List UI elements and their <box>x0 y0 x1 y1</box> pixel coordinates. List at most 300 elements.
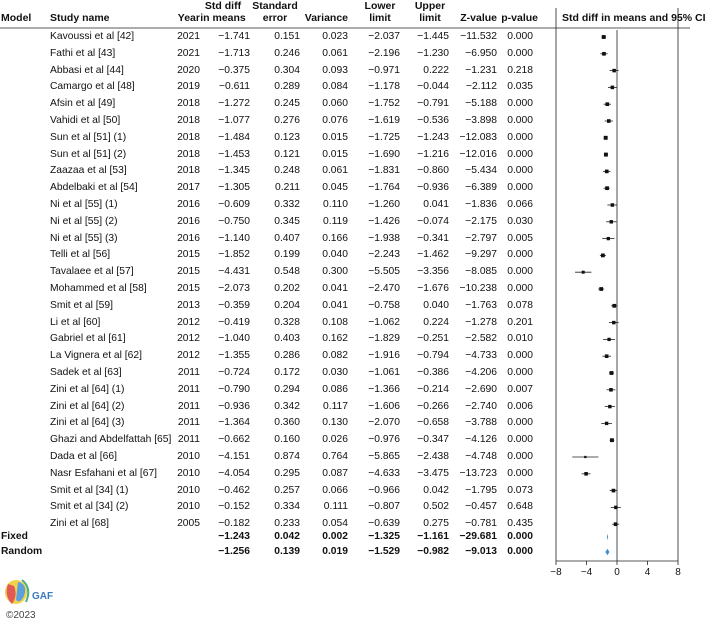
summary-standard-error: 0.042 <box>274 531 300 542</box>
study-name: Tavalaee et al [57] <box>50 266 134 278</box>
z-value: −11.532 <box>460 31 497 42</box>
point-estimate <box>612 304 616 308</box>
study-year: 2011 <box>177 434 200 446</box>
std-diff-value: −0.375 <box>218 64 250 76</box>
z-value: −0.457 <box>465 501 497 513</box>
upper-limit-value: −0.936 <box>417 182 449 194</box>
upper-limit-value: −0.791 <box>417 98 449 110</box>
header-p-value: p-value <box>501 12 538 24</box>
lower-limit-value: −1.062 <box>368 316 400 328</box>
variance-value: 0.030 <box>322 367 348 378</box>
p-value: 0.000 <box>507 417 533 429</box>
z-value: −2.690 <box>465 383 497 395</box>
variance-value: 0.162 <box>322 333 348 345</box>
lower-limit-value: −1.916 <box>368 350 400 362</box>
upper-limit-value: −1.462 <box>417 249 449 261</box>
standard-error-value: 0.874 <box>274 451 300 462</box>
variance-value: 0.040 <box>322 249 348 261</box>
variance-value: 0.060 <box>322 98 348 110</box>
z-value: −3.898 <box>465 115 497 126</box>
upper-limit-value: −0.214 <box>417 383 449 395</box>
std-diff-value: −0.724 <box>218 367 250 378</box>
z-value: −4.748 <box>465 451 497 462</box>
upper-limit-value: −0.860 <box>417 165 449 177</box>
study-name: Telli et al [56] <box>50 249 111 261</box>
std-diff-value: −4.431 <box>218 266 250 278</box>
standard-error-value: 0.121 <box>274 148 300 160</box>
upper-limit-value: −1.216 <box>417 148 449 160</box>
study-name: Li et al [60] <box>50 316 101 328</box>
std-diff-value: −4.151 <box>218 451 250 462</box>
study-name: Camargo et al [48] <box>50 81 135 93</box>
variance-value: 0.054 <box>322 518 348 530</box>
p-value: 0.010 <box>507 333 533 345</box>
p-value: 0.005 <box>507 232 533 244</box>
point-estimate <box>605 170 609 174</box>
standard-error-value: 0.332 <box>274 199 300 210</box>
point-estimate <box>612 321 615 324</box>
lower-limit-value: −4.633 <box>368 467 400 479</box>
header-standard-error: Standard error <box>252 0 298 24</box>
standard-error-value: 0.123 <box>274 131 300 143</box>
study-name: Gabriel et al [61] <box>50 333 126 345</box>
z-value: −6.389 <box>465 182 497 194</box>
upper-limit-value: −3.356 <box>417 266 449 278</box>
z-value: −12.016 <box>459 148 497 160</box>
lower-limit-value: −1.690 <box>368 148 400 160</box>
lower-limit-value: −1.764 <box>368 182 400 194</box>
z-value: −3.788 <box>465 417 497 429</box>
std-diff-value: −0.359 <box>218 299 250 311</box>
std-diff-value: −0.419 <box>218 316 250 328</box>
summary-p-value: 0.000 <box>507 546 533 557</box>
summary-z-value: −29.681 <box>459 531 497 542</box>
upper-limit-value: −0.658 <box>417 417 449 429</box>
std-diff-value: −1.852 <box>218 249 250 261</box>
variance-value: 0.045 <box>322 182 348 194</box>
study-name: Abdelbaki et al [54] <box>50 182 138 194</box>
upper-limit-value: 0.042 <box>423 484 449 496</box>
p-value: 0.000 <box>507 451 533 462</box>
z-value: −10.238 <box>459 283 497 294</box>
study-year: 2020 <box>177 64 200 76</box>
standard-error-value: 0.257 <box>274 484 300 496</box>
variance-value: 0.082 <box>322 350 348 362</box>
z-value: −8.085 <box>465 266 497 278</box>
p-value: 0.000 <box>507 467 533 479</box>
standard-error-value: 0.286 <box>274 350 300 362</box>
variance-value: 0.015 <box>322 131 348 143</box>
point-estimate <box>604 153 608 157</box>
study-year: 2015 <box>177 266 200 278</box>
p-value: 0.066 <box>507 199 533 210</box>
z-value: −4.126 <box>465 434 497 446</box>
point-estimate <box>605 186 609 190</box>
variance-value: 0.111 <box>323 501 348 513</box>
p-value: 0.000 <box>507 148 533 160</box>
standard-error-value: 0.199 <box>274 249 300 261</box>
standard-error-value: 0.245 <box>274 98 300 110</box>
point-estimate <box>612 489 616 493</box>
upper-limit-value: 0.224 <box>423 316 449 328</box>
x-tick-label: −8 <box>550 567 562 578</box>
study-name: Zaazaa et al [53] <box>50 165 127 177</box>
lower-limit-value: −1.426 <box>368 215 400 227</box>
std-diff-value: −0.152 <box>218 501 250 513</box>
standard-error-value: 0.403 <box>274 333 300 345</box>
standard-error-value: 0.360 <box>274 417 300 429</box>
variance-value: 0.119 <box>322 215 348 227</box>
lower-limit-value: −1.178 <box>368 81 400 93</box>
header-variance: Variance <box>304 12 348 24</box>
header-lower-limit: Lower limit <box>364 0 396 24</box>
study-year: 2012 <box>177 333 200 345</box>
summary-variance: 0.002 <box>322 531 348 542</box>
standard-error-value: 0.407 <box>274 232 300 244</box>
p-value: 0.000 <box>507 47 533 59</box>
lower-limit-value: −5.865 <box>368 451 400 462</box>
study-name: Vahidi et al [50] <box>50 115 121 126</box>
variance-value: 0.061 <box>322 47 348 59</box>
summary-z-value: −9.013 <box>465 546 497 557</box>
lower-limit-value: −0.976 <box>368 434 400 446</box>
variance-value: 0.084 <box>322 81 348 93</box>
study-year: 2018 <box>177 165 200 177</box>
p-value: 0.648 <box>507 501 533 513</box>
upper-limit-value: −0.074 <box>417 215 449 227</box>
study-year: 2018 <box>177 98 200 110</box>
summary-lower-limit: −1.529 <box>368 546 400 557</box>
study-name: Smit et al [34] (1) <box>50 484 129 496</box>
upper-limit-value: −1.230 <box>417 47 449 59</box>
standard-error-value: 0.342 <box>274 400 300 412</box>
point-estimate <box>610 371 614 375</box>
lower-limit-value: −1.619 <box>368 115 400 126</box>
p-value: 0.000 <box>507 434 533 446</box>
variance-value: 0.066 <box>322 484 348 496</box>
upper-limit-value: 0.275 <box>423 518 449 530</box>
point-estimate <box>602 35 606 39</box>
study-year: 2015 <box>177 283 200 294</box>
study-year: 2018 <box>177 148 200 160</box>
x-tick-label: 8 <box>675 567 681 578</box>
z-value: −1.763 <box>465 299 497 311</box>
standard-error-value: 0.334 <box>274 501 300 513</box>
standard-error-value: 0.204 <box>274 299 300 311</box>
upper-limit-value: −0.347 <box>417 434 449 446</box>
standard-error-value: 0.248 <box>274 165 300 177</box>
p-value: 0.073 <box>507 484 533 496</box>
z-value: −2.112 <box>465 81 497 93</box>
std-diff-value: −0.611 <box>218 81 250 93</box>
std-diff-value: −4.054 <box>218 467 250 479</box>
lower-limit-value: −0.807 <box>368 501 400 513</box>
lower-limit-value: −0.758 <box>368 299 400 311</box>
lower-limit-value: −1.366 <box>368 383 400 395</box>
summary-std-diff: −1.243 <box>218 531 250 542</box>
study-year: 2013 <box>177 299 200 311</box>
p-value: 0.000 <box>507 367 533 378</box>
upper-limit-value: 0.502 <box>423 501 449 513</box>
p-value: 0.030 <box>507 215 533 227</box>
lower-limit-value: −2.470 <box>368 283 400 294</box>
study-year: 2010 <box>177 501 200 513</box>
point-estimate <box>607 338 610 341</box>
z-value: −5.434 <box>465 165 497 177</box>
standard-error-value: 0.276 <box>274 115 300 126</box>
p-value: 0.000 <box>507 182 533 194</box>
p-value: 0.000 <box>507 115 533 126</box>
std-diff-value: −1.077 <box>218 115 250 126</box>
upper-limit-value: −0.251 <box>417 333 449 345</box>
point-estimate <box>599 287 603 291</box>
study-year: 2017 <box>177 182 200 194</box>
upper-limit-value: 0.222 <box>423 64 449 76</box>
lower-limit-value: −0.971 <box>368 64 400 76</box>
standard-error-value: 0.160 <box>274 434 300 446</box>
std-diff-value: −1.040 <box>218 333 250 345</box>
summary-lower-limit: −1.325 <box>368 531 400 542</box>
point-estimate <box>612 69 616 73</box>
standard-error-value: 0.304 <box>274 64 300 76</box>
study-year: 2010 <box>177 484 200 496</box>
std-diff-value: −1.272 <box>218 98 250 110</box>
study-name: Zini et al [64] (2) <box>50 400 125 412</box>
z-value: −5.188 <box>465 98 497 110</box>
x-tick-label: 0 <box>614 567 620 578</box>
standard-error-value: 0.172 <box>274 367 300 378</box>
header-std-diff: Std diff in means <box>200 0 246 24</box>
lower-limit-value: −2.196 <box>368 47 400 59</box>
study-name: Afsin et al [49] <box>50 98 116 110</box>
standard-error-value: 0.548 <box>274 266 300 278</box>
study-name: Dada et al [66] <box>50 451 117 462</box>
header-upper-limit: Upper limit <box>414 0 446 24</box>
summary-std-diff: −1.256 <box>218 546 250 557</box>
study-name: La Vignera et al [62] <box>50 350 142 362</box>
summary-upper-limit: −1.161 <box>417 531 449 542</box>
lower-limit-value: −0.966 <box>368 484 400 496</box>
z-value: −4.206 <box>465 367 497 378</box>
z-value: −2.740 <box>465 400 497 412</box>
study-name: Ni et al [55] (1) <box>50 199 118 210</box>
point-estimate <box>582 271 585 274</box>
upper-limit-value: −1.445 <box>417 31 449 42</box>
point-estimate <box>607 119 611 123</box>
variance-value: 0.110 <box>322 199 348 210</box>
upper-limit-value: −1.676 <box>417 283 449 294</box>
summary-diamond <box>605 549 609 555</box>
standard-error-value: 0.211 <box>274 182 300 194</box>
variance-value: 0.026 <box>322 434 348 446</box>
std-diff-value: −1.713 <box>218 47 250 59</box>
standard-error-value: 0.345 <box>274 215 300 227</box>
model-label: Random <box>1 546 43 557</box>
p-value: 0.000 <box>507 98 533 110</box>
lower-limit-value: −1.725 <box>368 131 400 143</box>
z-value: −2.175 <box>465 215 497 227</box>
logo-text: GAF <box>32 591 54 602</box>
lower-limit-value: −1.260 <box>368 199 400 210</box>
std-diff-value: −0.609 <box>218 199 250 210</box>
point-estimate <box>601 254 605 258</box>
study-year: 2021 <box>177 47 200 59</box>
p-value: 0.000 <box>507 266 533 278</box>
gaf-logo <box>2 574 54 610</box>
standard-error-value: 0.289 <box>274 81 300 93</box>
z-value: −2.582 <box>465 333 497 345</box>
point-estimate <box>605 422 608 425</box>
variance-value: 0.086 <box>322 383 348 395</box>
std-diff-value: −1.741 <box>218 31 250 42</box>
study-year: 2012 <box>177 316 200 328</box>
upper-limit-value: −0.266 <box>417 400 449 412</box>
point-estimate <box>611 86 615 90</box>
study-year: 2018 <box>177 115 200 126</box>
study-name: Ni et al [55] (3) <box>50 232 118 244</box>
z-value: −9.297 <box>465 249 497 261</box>
variance-value: 0.041 <box>322 299 348 311</box>
variance-value: 0.061 <box>322 165 348 177</box>
point-estimate <box>604 136 608 140</box>
model-label: Fixed <box>1 531 28 542</box>
upper-limit-value: −0.386 <box>417 367 449 378</box>
point-estimate <box>602 52 606 56</box>
summary-standard-error: 0.139 <box>274 546 300 557</box>
upper-limit-value: 0.040 <box>423 299 449 311</box>
p-value: 0.201 <box>507 316 533 328</box>
variance-value: 0.117 <box>322 400 348 412</box>
z-value: −0.781 <box>465 518 497 530</box>
variance-value: 0.087 <box>322 467 348 479</box>
z-value: −1.231 <box>465 64 497 76</box>
variance-value: 0.166 <box>322 232 348 244</box>
standard-error-value: 0.328 <box>274 316 300 328</box>
study-year: 2016 <box>177 215 200 227</box>
p-value: 0.000 <box>507 283 533 294</box>
variance-value: 0.041 <box>322 283 348 294</box>
lower-limit-value: −1.752 <box>368 98 400 110</box>
study-name: Sadek et al [63] <box>50 367 122 378</box>
study-year: 2011 <box>177 383 200 395</box>
point-estimate <box>611 203 614 206</box>
std-diff-value: −1.484 <box>218 131 250 143</box>
upper-limit-value: −2.438 <box>417 451 449 462</box>
z-value: −12.083 <box>459 131 497 143</box>
z-value: −1.278 <box>465 316 497 328</box>
std-diff-value: −1.453 <box>218 148 250 160</box>
copyright-text: ©2023 <box>6 610 36 621</box>
upper-limit-value: −0.794 <box>417 350 449 362</box>
upper-limit-value: −0.044 <box>417 81 449 93</box>
std-diff-value: −1.305 <box>218 182 250 194</box>
lower-limit-value: −2.070 <box>368 417 400 429</box>
point-estimate <box>609 388 613 392</box>
p-value: 0.000 <box>507 131 533 143</box>
std-diff-value: −0.182 <box>218 518 250 530</box>
lower-limit-value: −1.061 <box>368 367 400 378</box>
lower-limit-value: −1.831 <box>368 165 400 177</box>
point-estimate <box>610 438 614 442</box>
study-name: Mohammed et al [58] <box>50 283 147 294</box>
std-diff-value: −1.364 <box>218 417 250 429</box>
z-value: −2.797 <box>465 232 497 244</box>
p-value: 0.000 <box>507 350 533 362</box>
z-value: −6.950 <box>465 47 497 59</box>
study-year: 2019 <box>177 81 200 93</box>
std-diff-value: −0.462 <box>218 484 250 496</box>
x-tick-label: −4 <box>580 567 593 578</box>
point-estimate <box>608 405 611 408</box>
summary-diamond <box>607 534 608 540</box>
variance-value: 0.023 <box>322 31 348 42</box>
header-model: Model <box>1 12 32 24</box>
lower-limit-value: −1.938 <box>368 232 400 244</box>
study-year: 2011 <box>177 400 200 412</box>
z-value: −1.836 <box>465 199 497 210</box>
upper-limit-value: −0.536 <box>417 115 449 126</box>
p-value: 0.000 <box>507 31 533 42</box>
variance-value: 0.130 <box>322 417 348 429</box>
p-value: 0.435 <box>507 518 533 530</box>
study-year: 2021 <box>177 31 200 42</box>
std-diff-value: −1.140 <box>218 232 250 244</box>
study-year: 2016 <box>177 199 200 210</box>
x-tick-label: 4 <box>644 567 651 578</box>
std-diff-value: −2.073 <box>218 283 250 294</box>
study-year: 2011 <box>177 367 200 378</box>
point-estimate <box>607 237 610 240</box>
z-value: −13.723 <box>459 467 497 479</box>
std-diff-value: −0.790 <box>218 383 250 395</box>
std-diff-value: −1.355 <box>218 350 250 362</box>
study-year: 2011 <box>177 417 200 429</box>
variance-value: 0.076 <box>322 115 348 126</box>
point-estimate <box>605 354 609 358</box>
upper-limit-value: 0.041 <box>423 199 449 210</box>
summary-upper-limit: −0.982 <box>417 546 449 557</box>
lower-limit-value: −0.639 <box>368 518 400 530</box>
study-year: 2005 <box>177 518 200 530</box>
p-value: 0.000 <box>507 165 533 177</box>
study-year: 2010 <box>177 451 200 462</box>
upper-limit-value: −1.243 <box>417 131 449 143</box>
summary-p-value: 0.000 <box>507 531 533 542</box>
header-plot-title: Std diff in means and 95% CI <box>562 12 706 24</box>
study-year: 2012 <box>177 350 200 362</box>
study-year: 2016 <box>177 232 200 244</box>
variance-value: 0.093 <box>322 64 348 76</box>
summary-variance: 0.019 <box>322 546 348 557</box>
point-estimate <box>605 102 609 106</box>
study-name: Fathi et al [43] <box>50 47 116 59</box>
p-value: 0.218 <box>507 64 533 76</box>
point-estimate <box>584 472 588 476</box>
study-name: Zini et al [64] (3) <box>50 417 125 429</box>
upper-limit-value: −0.341 <box>417 232 449 244</box>
study-name: Ghazi and Abdelfattah [65] <box>50 434 172 446</box>
study-name: Sun et al [51] (2) <box>50 148 127 160</box>
std-diff-value: −0.936 <box>218 400 250 412</box>
lower-limit-value: −1.829 <box>368 333 400 345</box>
point-estimate <box>614 506 617 509</box>
z-value: −1.795 <box>465 484 497 496</box>
study-name: Zini et al [64] (1) <box>50 383 125 395</box>
header-year: Year <box>177 12 200 24</box>
study-name: Kavoussi et al [42] <box>50 31 135 42</box>
std-diff-value: −1.345 <box>218 165 250 177</box>
standard-error-value: 0.202 <box>274 283 300 294</box>
